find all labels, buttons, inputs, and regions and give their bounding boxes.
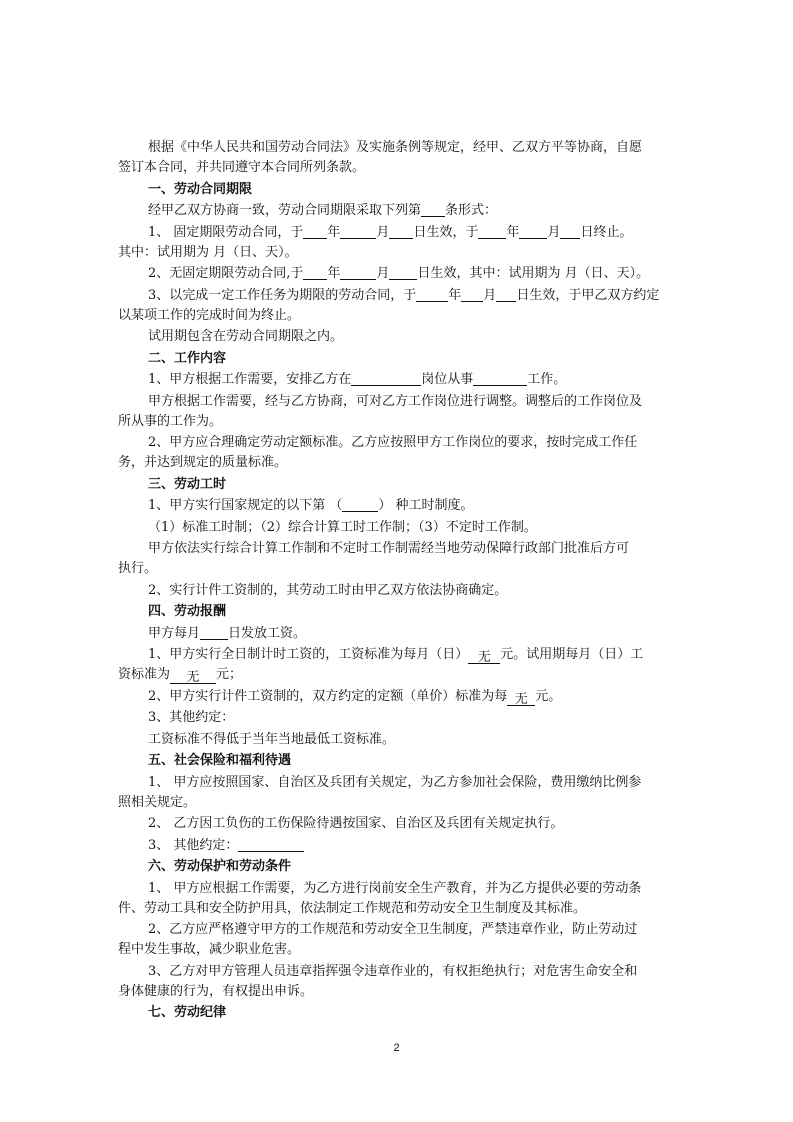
section-heading-working-hours: 三、劳动工时 bbox=[148, 476, 227, 492]
work-assignment-line: 1、甲方根据工作需要，安排乙方在 岗位从事 工作。 bbox=[148, 372, 567, 387]
intro-paragraph-cont: 签订本合同，并共同遵守本合同所列条款。 bbox=[118, 160, 366, 175]
blank-field bbox=[238, 836, 304, 852]
task-term-line: 3、以完成一定工作任务为期限的劳动合同，于 年 月 日生效，于甲乙双方约定 bbox=[148, 287, 660, 303]
wage-value: 无 bbox=[468, 648, 500, 664]
section-heading-labor-discipline: 七、劳动纪律 bbox=[148, 1005, 227, 1020]
blank-field bbox=[389, 223, 413, 239]
blank-field bbox=[342, 496, 378, 512]
page-number: 2 bbox=[393, 1042, 400, 1054]
contract-body bbox=[118, 138, 674, 1023]
fixed-term-trial-line: 其中：试用期为 月（日、天）。 bbox=[118, 244, 298, 260]
blank-field bbox=[389, 264, 417, 280]
piece-rate-value: 无 bbox=[507, 690, 535, 706]
safety-compliance-paragraph-cont: 程中发生事故，减少职业危害。 bbox=[118, 942, 301, 957]
blank-field bbox=[303, 264, 327, 280]
section-heading-social-insurance: 五、社会保险和福利待遇 bbox=[148, 753, 292, 768]
trial-period-note: 试用期包含在劳动合同期限之内。 bbox=[148, 329, 344, 344]
safety-compliance-paragraph: 2、乙方应严格遵守甲方的工作规范和劳动安全卫生制度，严禁违章作业，防止劳动过 bbox=[148, 922, 638, 937]
trial-wage-value: 无 bbox=[170, 668, 216, 684]
blank-field bbox=[200, 624, 228, 640]
blank-field bbox=[473, 370, 527, 386]
refusal-right-paragraph: 3、乙方对甲方管理人员违章指挥强令违章作业的，有权拒绝执行；对危害生命安全和 bbox=[148, 963, 638, 979]
payday-line: 甲方每月 日发放工资。 bbox=[148, 625, 307, 641]
hours-system-line: 1、甲方实行国家规定的以下第 （ ） 种工时制度。 bbox=[148, 498, 474, 513]
blank-field bbox=[560, 223, 580, 239]
blank-field bbox=[340, 264, 376, 280]
fixed-term-line: 1、 固定期限劳动合同，于 年 月 日生效，于 年 月 日终止。 bbox=[148, 224, 633, 240]
trial-wage-line: 资标准为 无 元； bbox=[118, 667, 243, 685]
safety-education-paragraph: 1、 甲方应根据工作需要，为乙方进行岗前安全生产教育，并为乙方提供必要的劳动条 bbox=[148, 880, 642, 896]
intro-paragraph: 根据《中华人民共和国劳动合同法》及实施条例等规定，经甲、乙双方平等协商，自愿 bbox=[148, 140, 643, 155]
injury-insurance-line: 2、 乙方因工负伤的工伤保险待遇按国家、自治区及兵团有关规定执行。 bbox=[148, 816, 564, 831]
piecework-hours-line: 2、实行计件工资制的，其劳动工时由甲乙双方依法协商确定。 bbox=[148, 582, 508, 598]
other-pay-terms: 3、其他约定： bbox=[148, 710, 235, 725]
insurance-paragraph: 1、 甲方应按照国家、自治区及兵团有关规定，为乙方参加社会保险，费用缴纳比例参 bbox=[148, 774, 642, 790]
section-heading-remuneration: 四、劳动报酬 bbox=[148, 604, 227, 619]
blank-field bbox=[421, 201, 445, 217]
work-adjust-paragraph: 甲方根据工作需要，经与乙方协商，可对乙方工作岗位进行调整。调整后的工作岗位及 bbox=[148, 393, 643, 409]
blank-field bbox=[478, 223, 506, 239]
section-heading-labor-protection: 六、劳动保护和劳动条件 bbox=[148, 859, 292, 874]
task-term-line-cont: 以某项工作的完成时间为终止。 bbox=[118, 307, 301, 323]
work-quota-paragraph-cont: 务，并达到规定的质量标准。 bbox=[118, 455, 288, 470]
blank-field bbox=[461, 286, 483, 302]
other-welfare-line: 3、 其他约定： bbox=[118, 836, 674, 856]
blank-field bbox=[496, 286, 516, 302]
open-term-line: 2、无固定期限劳动合同,于 年 月 日生效，其中：试用期为 月（日、天）。 bbox=[148, 266, 650, 281]
piece-rate-line: 2、甲方实行计件工资制的，双方约定的定额（单价）标准为每 无 元。 bbox=[148, 688, 562, 707]
work-quota-paragraph: 2、甲方应合理确定劳动定额标准。乙方应按照甲方工作岗位的要求，按时完成工作任 bbox=[148, 435, 638, 450]
term-choice-line: 经甲乙双方协商一致，劳动合同期限采取下列第 条形式： bbox=[148, 203, 498, 218]
blank-field bbox=[340, 223, 376, 239]
section-heading-work-content: 二、工作内容 bbox=[148, 350, 227, 366]
minimum-wage-note: 工资标准不得低于当年当地最低工资标准。 bbox=[148, 731, 396, 747]
blank-field bbox=[351, 370, 421, 386]
blank-field bbox=[303, 223, 327, 239]
hours-approval-paragraph-cont: 执行。 bbox=[118, 561, 158, 576]
blank-field bbox=[416, 286, 448, 302]
blank-field bbox=[519, 223, 547, 239]
hours-types-line: （1）标准工时制；（2）综合计算工时工作制；（3）不定时工作制。 bbox=[148, 519, 537, 535]
insurance-paragraph-cont: 照相关规定。 bbox=[118, 794, 197, 810]
hourly-wage-line: 1、甲方实行全日制计时工资的，工资标准为每月（日） 无 元。试用期每月（日）工 bbox=[148, 647, 644, 665]
section-heading-contract-term: 一、劳动合同期限 bbox=[148, 181, 253, 197]
work-adjust-paragraph-cont: 所从事的工作为。 bbox=[118, 413, 223, 429]
hours-approval-paragraph: 甲方依法实行综合计算工作制和不定时工作制需经当地劳动保障行政部门批准后方可 bbox=[148, 541, 630, 556]
refusal-right-paragraph-cont: 身体健康的行为，有权提出申诉。 bbox=[118, 983, 314, 999]
safety-education-paragraph-cont: 件、劳动工具和安全防护用具，依法制定工作规范和劳动安全卫生制度及其标准。 bbox=[118, 900, 587, 916]
